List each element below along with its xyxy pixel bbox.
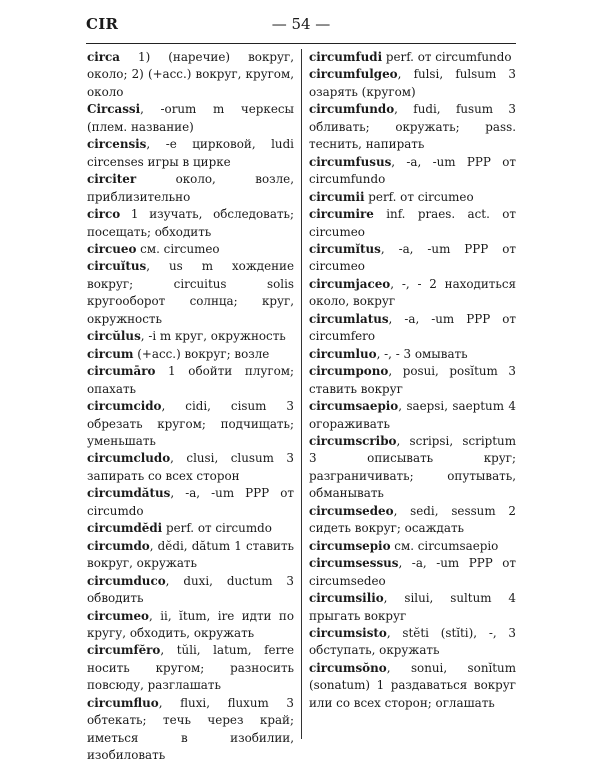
entry-headword: circumfundo [309,102,395,117]
dictionary-entry [87,450,294,485]
entry-definition: , tŭli, latum, ferre носить кругом; разносить повсюду, разглашать [87,643,294,693]
dictionary-entry [87,398,294,450]
entry-definition: , -orum m черкесы (плем. название) [87,102,294,134]
entry-headword: circumdo [87,538,150,553]
entry-definition: , dĕdi, dătum 1 ставить вокруг, окружать [87,538,294,571]
entry-headword: circumscribo [309,433,397,448]
entry-headword: circumduco [87,573,166,588]
entry-headword: circumsŏno [309,660,387,675]
dictionary-entry [309,538,516,555]
dictionary-entry [87,49,294,101]
dictionary-entry [309,66,516,101]
dictionary-entry [87,695,294,765]
entry-definition: perf. от circumdo [162,521,272,536]
dictionary-entry [87,346,294,363]
entry-headword: circumdătus [87,486,171,501]
dictionary-entry [309,433,516,503]
right-column [309,49,516,712]
entry-definition: , -a, -um PPP от circumdo [87,486,294,518]
dictionary-entry [87,101,294,136]
entry-headword: circuĭtus [87,259,147,274]
dictionary-entry [87,573,294,608]
entry-headword: circensis [87,137,147,152]
entry-definition: , clusi, clusum 3 запирать со всех сторон [87,451,294,483]
dictionary-entry [87,206,294,241]
dictionary-entry [309,206,516,241]
dictionary-entry [309,241,516,276]
entry-headword: circumfluo [87,695,159,710]
entry-headword: circumcido [87,399,162,414]
dictionary-entry [309,555,516,590]
dictionary-entry [87,608,294,643]
entry-definition: , saepsi, saeptum 4 огораживать [309,399,516,431]
entry-definition: , scripsi, scriptum 3 описывать круг; разграничивать; опутывать, обманывать [309,433,516,501]
dictionary-entry [309,398,516,433]
entry-headword: circumeo [87,608,149,623]
entry-definition: около, возле, приблизительно [87,172,294,204]
dictionary-entry [87,485,294,520]
dictionary-entry [309,154,516,189]
entry-definition: , silui, sultum 4 прыгать вокруг [309,591,516,623]
entry-headword: circum [87,346,134,361]
entry-headword: circumire [309,207,374,222]
entry-headword: circumsilio [309,591,384,606]
dictionary-entry [87,328,294,345]
page-header [86,15,516,37]
dictionary-entry [309,363,516,398]
entry-definition: , duxi, ductum 3 обводить [87,573,294,606]
entry-headword: circueo [87,241,137,256]
dictionary-entry [87,258,294,328]
running-head-word: CIR [86,15,119,33]
entry-definition: , cidi, cisum 3 обрезать кругом; подчищать; уменьшать [87,399,294,448]
entry-definition: , -e цирковой, ludi circenses игры в цирке [87,137,294,169]
entry-headword: circumsisto [309,625,387,640]
entry-headword: circo [87,207,121,222]
entry-definition: perf. от circumeo [364,189,474,204]
dictionary-entry [309,101,516,153]
entry-headword: Circassi [87,102,141,117]
entry-definition: , fluxi, fluxum 3 обтекать; течь через край; иметься в изобилии, изобиловать [87,695,294,763]
entry-headword: circumsaepio [309,399,399,414]
column-divider [301,49,302,739]
entry-definition: , -a, -um PPP от circumeo [309,241,516,274]
entry-headword: circa [87,50,120,64]
entry-headword: circumjaceo [309,276,391,291]
entry-definition: , -, - 2 находиться около, вокруг [309,276,516,309]
entry-definition: 1) (наречие) вокруг, около; 2) (+acc.) вокруг, кругом, около [87,50,294,99]
entry-headword: circumfudi [309,50,383,64]
entry-definition: , -, - 3 омывать [376,346,468,361]
entry-definition: inf. praes. act. от circumeo [309,207,516,239]
entry-definition: , sedi, sessum 2 сидеть вокруг; осаждать [309,503,516,536]
entry-definition: , fudi, fusum 3 обливать; окружать; pass. теснить, напирать [309,102,516,152]
entry-headword: circumpono [309,364,389,379]
dictionary-entry [309,625,516,660]
dictionary-entry [87,241,294,258]
entry-headword: circumsepio [309,538,391,553]
entry-headword: circumsessus [309,556,399,571]
dictionary-entry [87,520,294,537]
dictionary-entry [87,363,294,398]
entry-headword: circumsedeo [309,503,394,518]
dictionary-entry [309,346,516,363]
entry-headword: circiter [87,172,137,187]
page-number: — 54 — [271,15,331,33]
entry-definition: , stĕti (stĭti), -, 3 обступать, окружать [309,625,516,658]
entry-headword: circumfulgeo [309,67,398,82]
left-column [87,49,294,765]
dictionary-entry [309,276,516,311]
entry-headword: circumfĕro [87,643,161,658]
entry-definition: 1 обойти плугом; опахать [87,364,294,396]
entry-definition: , ii, ĭtum, ire идти по кругу, обходить, окружать [87,608,294,640]
entry-headword: circumāro [87,364,156,379]
entry-headword: circumĭtus [309,241,381,256]
entry-definition: , fulsi, fulsum 3 озарять (кругом) [309,67,516,99]
entry-definition: , sonui, sonĭtum (sonatum) 1 раздаваться вокруг или со всех сторон; оглашать [309,660,516,710]
dictionary-entry [309,311,516,346]
entry-definition: см. circumeo [136,241,220,256]
entry-definition: (+acc.) вокруг; возле [133,346,270,361]
dictionary-entry [87,136,294,171]
entry-definition: , -a, -um PPP от circumfundo [309,154,516,187]
entry-headword: circumfusus [309,154,392,169]
dictionary-entry [87,642,294,694]
entry-headword: circumii [309,189,365,204]
dictionary-entry [87,171,294,206]
entry-headword: circumluo [309,346,377,361]
entry-headword: circŭlus [87,329,141,344]
dictionary-entry [309,189,516,206]
entry-definition: см. circumsaepio [390,538,499,553]
entry-definition: , -a, -um PPP от circumfero [309,311,516,344]
dictionary-entry [87,538,294,573]
entry-headword: circumcludo [87,451,171,466]
entry-definition: , us m хождение вокруг; circuitus solis кругооборот солнца; круг, окружность [87,259,294,326]
header-rule [86,43,516,44]
dictionary-entry [309,590,516,625]
dictionary-entry [309,660,516,712]
dictionary-entry [309,503,516,538]
entry-headword: circumlatus [309,311,389,326]
entry-definition: , -i m круг, окружность [140,329,286,344]
entry-headword: circumdĕdi [87,521,163,536]
dictionary-entry [309,49,516,66]
entry-definition: 1 изучать, обследовать; посещать; обходить [87,207,294,239]
entry-definition: , posui, posĭtum 3 ставить вокруг [309,364,516,396]
entry-definition: , -a, -um PPP от circumsedeo [309,556,516,588]
entry-definition: perf. от circumfundo [382,50,512,64]
